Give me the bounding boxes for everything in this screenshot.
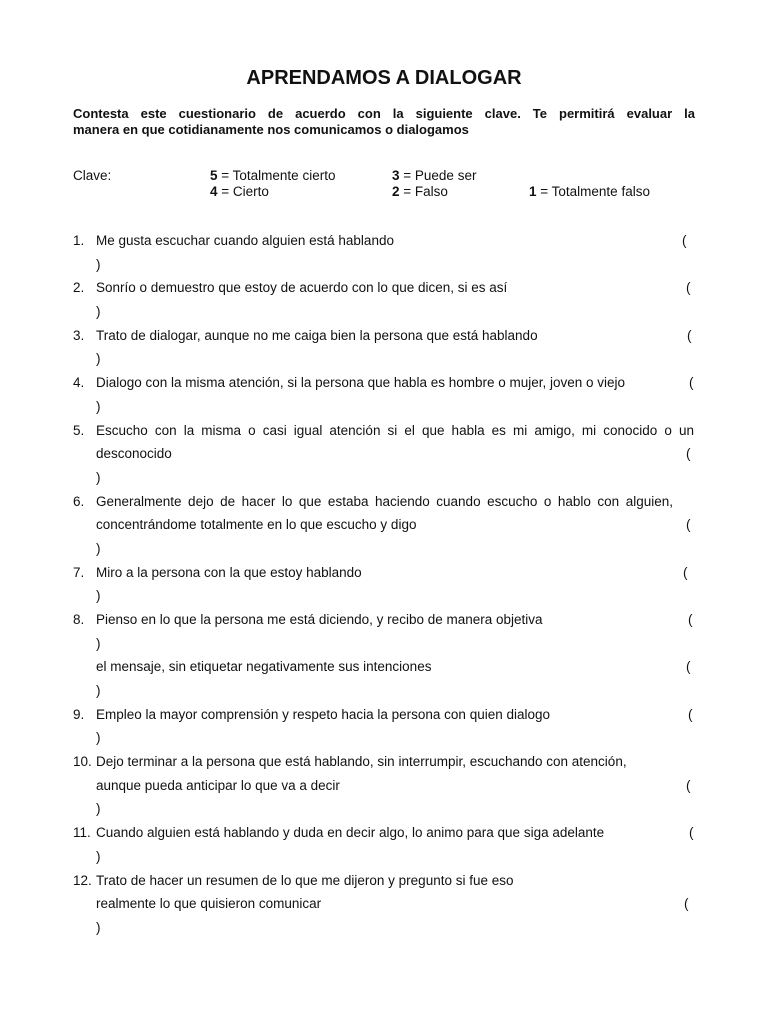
item-number: 5. (73, 423, 85, 438)
answer-line (0, 350, 768, 370)
item-text: Trato de hacer un resumen de lo que me dijeron y pregunto si fue eso (96, 873, 514, 888)
answer-close-paren[interactable]: ) (96, 304, 101, 319)
item-text: concentrándome totalmente en lo que escucho y digo (96, 517, 417, 532)
key-entry (529, 184, 650, 199)
list-item (0, 279, 768, 299)
answer-close-paren[interactable]: ) (96, 351, 101, 366)
list-item (0, 872, 768, 892)
answer-line (0, 635, 768, 655)
list-item (0, 327, 768, 347)
answer-open-paren[interactable]: ( (689, 825, 694, 840)
answer-line (0, 848, 768, 868)
list-item (0, 824, 768, 844)
answer-line (0, 469, 768, 489)
key-entry (392, 168, 476, 183)
answer-open-paren[interactable]: ( (686, 659, 691, 674)
item-text: desconocido (96, 446, 172, 461)
item-text: Sonrío o demuestro que estoy de acuerdo con lo que dicen, si es así (96, 280, 508, 295)
answer-close-paren[interactable]: ) (96, 588, 101, 603)
answer-line (0, 729, 768, 749)
list-item (0, 753, 768, 773)
key-entry (392, 184, 448, 199)
list-item (0, 658, 768, 678)
item-number: 6. (73, 494, 85, 509)
item-number: 1. (73, 233, 85, 248)
answer-open-paren[interactable]: ( (682, 233, 687, 248)
item-text: Pienso en lo que la persona me está diciendo, y recibo de manera objetiva (96, 612, 543, 627)
item-text: Empleo la mayor comprensión y respeto hacia la persona con quien dialogo (96, 707, 551, 722)
item-number: 7. (73, 565, 85, 580)
item-number: 2. (73, 280, 85, 295)
item-number: 4. (73, 375, 85, 390)
answer-close-paren[interactable]: ) (96, 470, 101, 485)
item-text: Escucho con la misma o casi igual atención si el que habla es mi amigo, mi conocido o un (96, 423, 694, 438)
answer-line (0, 398, 768, 418)
key-text: = Puede ser (399, 168, 477, 183)
item-number: 9. (73, 707, 85, 722)
answer-open-paren[interactable]: ( (686, 280, 691, 295)
answer-open-paren[interactable]: ( (683, 565, 688, 580)
answer-open-paren[interactable]: ( (686, 778, 691, 793)
answer-close-paren[interactable]: ) (96, 257, 101, 272)
item-text: Dialogo con la misma atención, si la persona que habla es hombre o mujer, joven o viejo (96, 375, 626, 390)
answer-close-paren[interactable]: ) (96, 683, 101, 698)
list-item-continuation (0, 445, 768, 465)
list-item-continuation (0, 777, 768, 797)
answer-line (0, 682, 768, 702)
page-title: APRENDAMOS A DIALOGAR (246, 67, 522, 89)
key-label: Clave: (73, 168, 112, 183)
item-number: 12. (73, 873, 92, 888)
list-item (0, 493, 768, 513)
list-item (0, 374, 768, 394)
answer-line (0, 587, 768, 607)
answer-line (0, 800, 768, 820)
key-number: 2 (392, 184, 400, 199)
answer-line (0, 919, 768, 939)
answer-close-paren[interactable]: ) (96, 801, 101, 816)
item-text: Miro a la persona con la que estoy hablando (96, 565, 362, 580)
answer-close-paren[interactable]: ) (96, 636, 101, 651)
key-number: 1 (529, 184, 537, 199)
answer-open-paren[interactable]: ( (688, 707, 693, 722)
list-item (0, 706, 768, 726)
answer-line (0, 540, 768, 560)
answer-close-paren[interactable]: ) (96, 730, 101, 745)
answer-open-paren[interactable]: ( (687, 328, 692, 343)
key-number: 4 (210, 184, 218, 199)
answer-close-paren[interactable]: ) (96, 399, 101, 414)
key-number: 5 (210, 168, 218, 183)
item-text: aunque pueda anticipar lo que va a decir (96, 778, 340, 793)
answer-close-paren[interactable]: ) (96, 541, 101, 556)
key-text: = Totalmente falso (536, 184, 650, 199)
item-text: Trato de dialogar, aunque no me caiga bien la persona que está hablando (96, 328, 538, 343)
key-number: 3 (392, 168, 400, 183)
answer-close-paren[interactable]: ) (96, 849, 101, 864)
answer-open-paren[interactable]: ( (689, 375, 694, 390)
list-item-continuation (0, 516, 768, 536)
key-entry (210, 184, 269, 199)
answer-close-paren[interactable]: ) (96, 920, 101, 935)
answer-open-paren[interactable]: ( (686, 446, 691, 461)
item-text: Cuando alguien está hablando y duda en decir algo, lo animo para que siga adelante (96, 825, 605, 840)
answer-open-paren[interactable]: ( (684, 896, 689, 911)
answer-line (0, 256, 768, 276)
item-number: 8. (73, 612, 85, 627)
list-item (0, 611, 768, 631)
item-text: Generalmente dejo de hacer lo que estaba haciendo cuando escucho o hablo con alguien, (96, 494, 673, 509)
key-text: = Falso (399, 184, 448, 199)
item-number: 11. (73, 825, 91, 840)
item-text: el mensaje, sin etiquetar negativamente sus intenciones (96, 659, 432, 674)
list-item-continuation (0, 895, 768, 915)
item-number: 3. (73, 328, 85, 343)
item-number: 10. (73, 754, 92, 769)
instructions (73, 106, 695, 138)
key-text: = Totalmente cierto (217, 168, 336, 183)
key-text: = Cierto (217, 184, 269, 199)
item-text: realmente lo que quisieron comunicar (96, 896, 322, 911)
key-entry (210, 168, 335, 183)
answer-open-paren[interactable]: ( (688, 612, 693, 627)
answer-line (0, 303, 768, 323)
item-text: Dejo terminar a la persona que está hablando, sin interrumpir, escuchando con atención, (96, 754, 627, 769)
list-item (0, 564, 768, 584)
instructions-line: Contesta este cuestionario de acuerdo con la siguiente clave. Te permitirá evaluar la (73, 106, 695, 121)
instructions-line: manera en que cotidianamente nos comunicamos o dialogamos (73, 122, 469, 137)
list-item (0, 422, 768, 442)
list-item (0, 232, 768, 252)
item-text: Me gusta escuchar cuando alguien está hablando (96, 233, 394, 248)
answer-open-paren[interactable]: ( (686, 517, 691, 532)
